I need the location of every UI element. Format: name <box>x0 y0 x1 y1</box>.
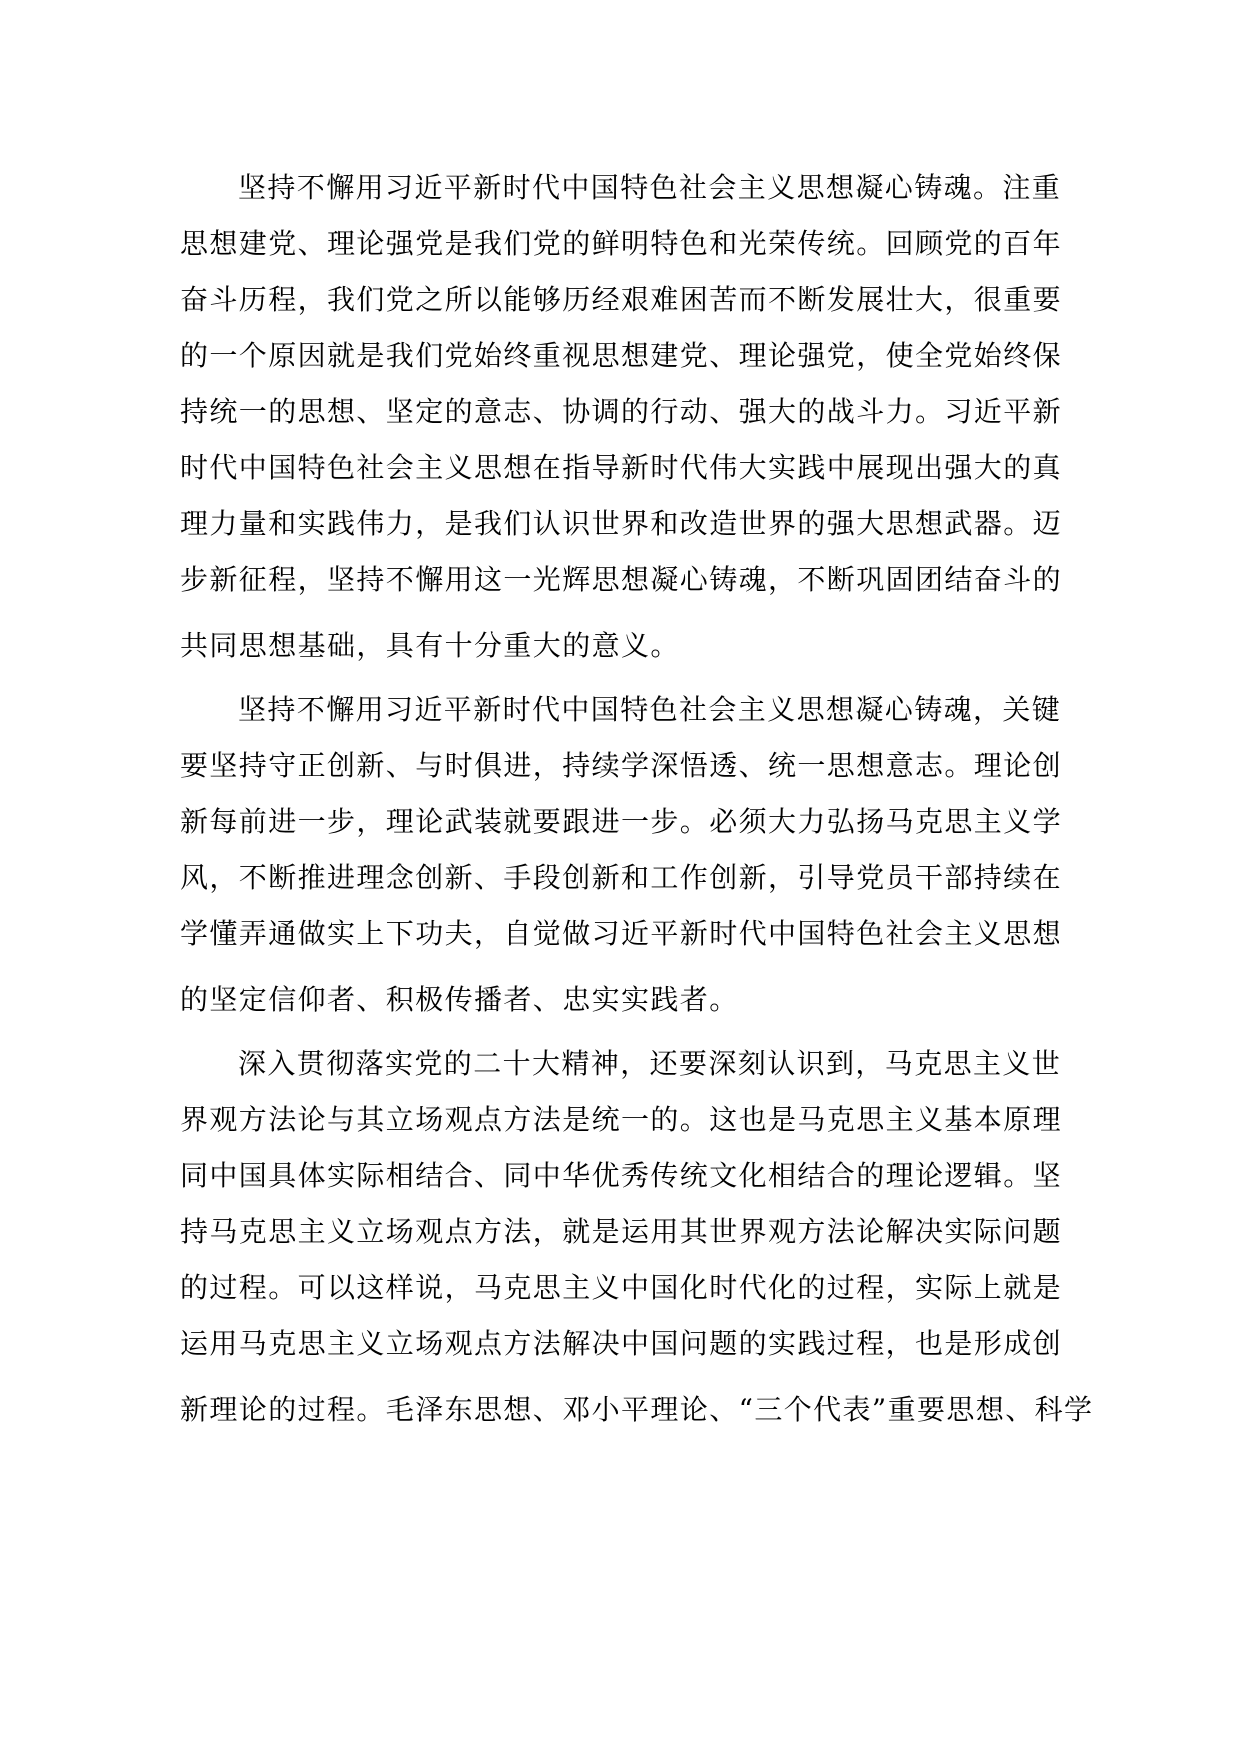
paragraph-line: 共同思想基础，具有十分重大的意义。 <box>180 629 680 662</box>
paragraph-line: 的一个原因就是我们党始终重视思想建党、理论强党，使全党始终保 <box>180 339 1063 372</box>
paragraph-1 <box>180 160 1063 674</box>
paragraph-line: 持马克思主义立场观点方法，就是运用其世界观方法论解决实际问题 <box>180 1215 1063 1248</box>
paragraph-line: 奋斗历程，我们党之所以能够历经艰难困苦而不断发展壮大，很重要 <box>180 283 1063 316</box>
paragraph-line: 新每前进一步，理论武装就要跟进一步。必须大力弘扬马克思主义学 <box>180 805 1063 838</box>
paragraph-line: 持统一的思想、坚定的意志、协调的行动、强大的战斗力。习近平新 <box>180 395 1063 428</box>
paragraph-line: 风，不断推进理念创新、手段创新和工作创新，引导党员干部持续在 <box>180 861 1063 894</box>
paragraph-2 <box>180 682 1063 1028</box>
paragraph-line: 界观方法论与其立场观点方法是统一的。这也是马克思主义基本原理 <box>180 1103 1063 1136</box>
paragraph-line: 的坚定信仰者、积极传播者、忠实实践者。 <box>180 983 739 1016</box>
paragraph-line: 学懂弄通做实上下功夫，自觉做习近平新时代中国特色社会主义思想 <box>180 917 1063 950</box>
paragraph-line: 的过程。可以这样说，马克思主义中国化时代化的过程，实际上就是 <box>180 1271 1063 1304</box>
paragraph-line: 坚持不懈用习近平新时代中国特色社会主义思想凝心铸魂，关键 <box>238 693 1062 726</box>
paragraph-line: 步新征程，坚持不懈用这一光辉思想凝心铸魂，不断巩固团结奋斗的 <box>180 563 1063 596</box>
paragraph-line: 理力量和实践伟力，是我们认识世界和改造世界的强大思想武器。迈 <box>180 507 1063 540</box>
paragraph-line: 同中国具体实际相结合、同中华优秀传统文化相结合的理论逻辑。坚 <box>180 1159 1063 1192</box>
paragraph-line: 时代中国特色社会主义思想在指导新时代伟大实践中展现出强大的真 <box>180 451 1063 484</box>
paragraph-line: 新理论的过程。毛泽东思想、邓小平理论、“三个代表”重要思想、科学 <box>180 1393 1094 1426</box>
document-body <box>180 160 1094 1438</box>
paragraph-line: 运用马克思主义立场观点方法解决中国问题的实践过程，也是形成创 <box>180 1327 1063 1360</box>
paragraph-line: 深入贯彻落实党的二十大精神，还要深刻认识到，马克思主义世 <box>238 1047 1062 1080</box>
paragraph-line: 思想建党、理论强党是我们党的鲜明特色和光荣传统。回顾党的百年 <box>180 227 1063 260</box>
paragraph-line: 坚持不懈用习近平新时代中国特色社会主义思想凝心铸魂。注重 <box>238 171 1062 204</box>
paragraph-line: 要坚持守正创新、与时俱进，持续学深悟透、统一思想意志。理论创 <box>180 749 1063 782</box>
paragraph-3 <box>180 1036 1094 1438</box>
